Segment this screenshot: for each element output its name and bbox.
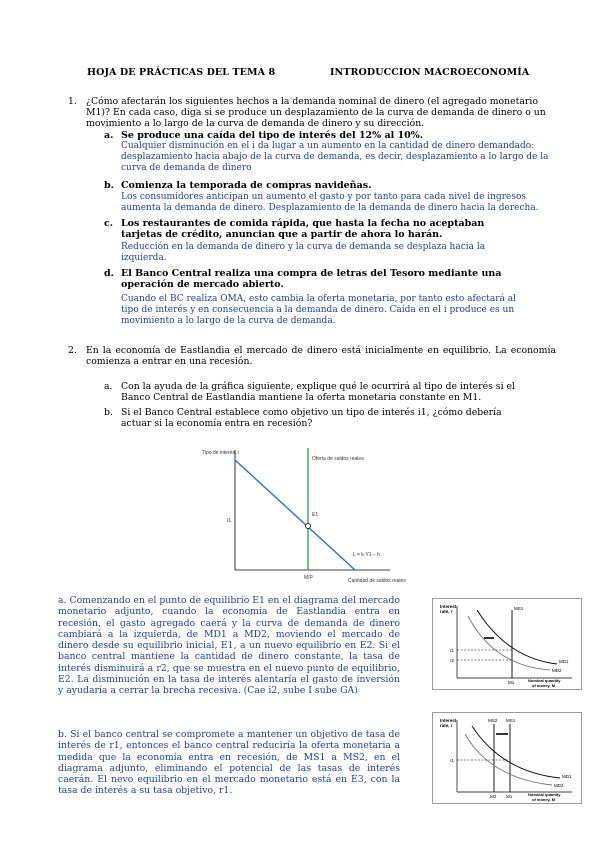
fig1-md1-label: MD1 — [559, 659, 569, 664]
page-title-right: INTRODUCCION MACROECONOMÍA — [330, 67, 530, 78]
answer-b: b. Si el banco central se compromete a mantener un objetivo de tasa de interés de r1, entonces el banco central reduciría la oferta monetaria a medida que la economía entra en recesión, de MS1 a MS2, en el diagrama adjunto, eliminando el potencial de las tasas de interés caerán. El nevo equilibrio en el mercado monetario está en E3, con la tasa de interés a su tasa objetivo, r1. — [58, 729, 400, 797]
q1-item-b-answer: Los consumidores anticipan un aumento el gasto y por tanto para cada nivel de ingresos aumenta la demanda de dinero. Desplazamiento de la demanda de dinero hacia la derecha. — [121, 192, 539, 213]
q1-item-b-letter: b. — [104, 180, 114, 191]
chart-x-tick: M/P — [304, 575, 313, 581]
fig1-ylabel-1: Interest — [440, 604, 457, 609]
fig2-ms1-label: MS1 — [506, 718, 516, 723]
fig1-xlabel-1: Nominal quantity — [528, 678, 561, 683]
chart-demand-label: L = k·Y1 − h — [353, 552, 381, 558]
fig1-m1-label: M1 — [508, 680, 515, 685]
q1-prompt: ¿Cómo afectarán los siguientes hechos a la demanda nominal de dinero (el agregado monetario M1)? En cada caso, diga si se produce un desplazamiento de la curva de demanda de dinero o un movimiento a lo largo de la curva de demanda de dinero y su dirección. — [86, 96, 546, 129]
fig2-ylabel-1: Interest — [440, 718, 457, 723]
fig1-r2-label: r2 — [450, 658, 455, 663]
fig1-xlabel-2: of money, M — [532, 683, 556, 688]
fig2-xlabel-2: of money, M — [532, 797, 556, 802]
q2-number: 2. — [68, 345, 77, 356]
fig1-ms-label: MS1 — [514, 606, 524, 611]
figure-2 — [432, 712, 582, 804]
answer-a: a. Comenzando en el punto de equilibrio E1 en el diagrama del mercado monetario adjunto, cuando la economía de Eastlandia entra en recesión, el gasto agregado caerá y la curva de demanda de dinero cambiará a la izquierda, de MD1 a MD2, moviendo el mercado de dinero desde su equilibrio inicial, E1, a un nuevo equilibrio en E2. Si el banco central mantiene la cantidad de dinero constante, la tasa de interés disminuirá a r2, que se muestra en el nuevo punto de equilibrio, E2. La disminución en la tasa de interés alentaría el gasto de inversión y ayudaría a cerrar la brecha recesiva. (Cae i2, sube I sube GA) — [58, 595, 400, 697]
q2-item-b-text: Si el Banco Central establece como objetivo un tipo de interés i1, ¿cómo debería actuar si la economía entra en recesión? — [121, 407, 502, 429]
fig2-ms2-label: MS2 — [488, 718, 498, 723]
q1-item-d-answer: Cuando el BC realiza OMA, esto cambia la oferta monetaria, por tanto esto afectará al tipo de interés y en consecuencia a la demanda de dinero. Caída en el i produce es un movimiento a lo largo de la curva de demanda. — [121, 294, 516, 326]
q1-item-a-title: Se produce una caída del tipo de interés del 12% al 10%. — [121, 130, 424, 141]
chart-y-tick: i1 — [227, 518, 232, 524]
money-demand-line — [235, 460, 355, 570]
q1-item-d-title: El Banco Central realiza una compra de letras del Tesoro mediante una operación de mercado abierto. — [121, 268, 502, 290]
q1-item-c-title: Los restaurantes de comida rápida, que hasta la fecha no aceptaban tarjetas de crédito, anuncian que a partir de ahora lo harán. — [121, 218, 485, 240]
q2-item-a-text: Con la ayuda de la gráfica siguiente, explique qué le ocurrirá al tipo de interés si el Banco Central de Eastlandia mantiene la oferta monetaria constante en M1. — [121, 381, 515, 403]
chart-supply-label: Oferta de saldos reales — [312, 456, 364, 462]
fig1-r1-label: r1 — [450, 648, 455, 653]
q2-item-a-letter: a. — [104, 381, 113, 392]
chart-xlabel: Cantidad de saldos reales — [348, 578, 406, 584]
fig1-ylabel-2: rate, r — [440, 609, 453, 614]
chart-point-label: E1 — [312, 512, 319, 518]
q1-item-a-letter: a. — [104, 130, 114, 141]
fig2-md1-label: MD1 — [562, 774, 572, 779]
q2-item-b-letter: b. — [104, 407, 113, 418]
fig2-r1-label: r1 — [450, 758, 455, 763]
q2-prompt: En la economía de Eastlandia el mercado de dinero está inicialmente en equilibrio. La economía comienza a entrar en una recesión. — [86, 345, 556, 367]
fig2-ylabel-2: rate, r — [440, 723, 453, 728]
fig2-xlabel-1: Nominal quantity — [528, 792, 561, 797]
q1-item-d-letter: d. — [104, 268, 114, 279]
page-title-left: HOJA DE PRÁCTICAS DEL TEMA 8 — [87, 67, 276, 78]
fig1-md2-label: MD2 — [552, 668, 562, 673]
q1-item-b-title: Comienza la temporada de compras navideñas. — [121, 180, 372, 191]
chart-ylabel: Tipo de interés, i — [202, 450, 239, 456]
money-market-chart — [200, 440, 420, 590]
q1-item-a-answer: Cualquier disminución en el i da lugar a un aumento en la cantidad de dinero demandado: desplazamiento hacia abajo de la curva de demanda, es decir, desplazamiento a lo largo de la curva de demanda de dinero — [121, 141, 549, 173]
fig2-m1-label: M1 — [506, 794, 513, 799]
figure-1 — [432, 598, 582, 690]
equilibrium-point — [306, 524, 311, 529]
q1-item-c-answer: Reducción en la demanda de dinero y la curva de demanda se desplaza hacia la izquierda. — [121, 242, 486, 263]
fig2-md2-label: MD2 — [554, 783, 564, 788]
fig2-m2-label: M2 — [490, 794, 497, 799]
q1-number: 1. — [68, 96, 77, 107]
q1-item-c-letter: c. — [104, 218, 114, 229]
